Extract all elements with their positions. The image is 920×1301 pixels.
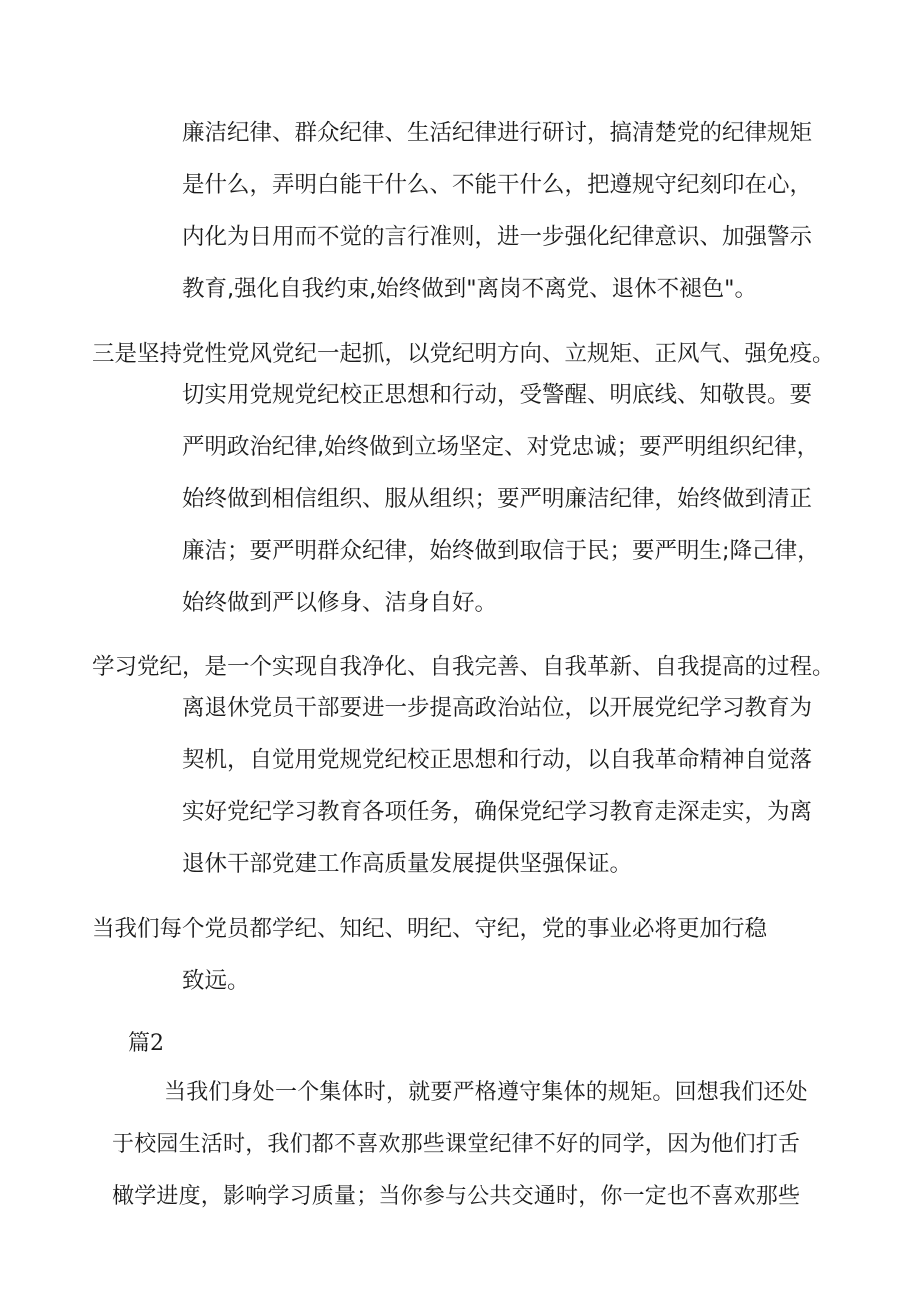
section-heading: 篇2 xyxy=(128,1031,164,1056)
paragraph-first-line: 学习党纪，是一个实现自我净化、自我完善、自我革新、自我提高的过程。 xyxy=(92,654,835,680)
paragraph-first-line: 当我们每个党员都学纪、知纪、明纪、守纪，党的事业必将更加行稳 xyxy=(92,916,768,942)
text-line: 是什么，弄明白能干什么、不能干什么，把遵规守纪刻印在心， xyxy=(182,172,813,198)
text-line: 廉洁；要严明群众纪律，始终做到取信于民；要严明生;降己律， xyxy=(182,538,820,564)
text-line: 始终做到相信组织、服从组织；要严明廉洁纪律，始终做到清正 xyxy=(182,486,813,512)
text-line: 切实用党规党纪校正思想和行动，受警醒、明底线、知敬畏。要 xyxy=(182,382,813,408)
text-line: 契机，自觉用党规党纪校正思想和行动，以自我革命精神自觉落 xyxy=(182,747,813,773)
text-line: 致远。 xyxy=(182,968,250,994)
text-line: 廉洁纪律、群众纪律、生活纪律进行研讨，搞清楚党的纪律规矩 xyxy=(182,120,813,146)
text-line: 橄学进度，影响学习质量；当你参与公共交通时，你一定也不喜欢那些 xyxy=(112,1184,801,1209)
text-line: 于校园生活时，我们都不喜欢那些课堂纪律不好的同学，因为他们打舌 xyxy=(112,1132,801,1157)
text-line: 当我们身处一个集体时，就要严格遵守集体的规矩。回想我们还处 xyxy=(164,1080,808,1105)
text-line: 离退休党员干部要进一步提高政治站位，以开展党纪学习教育为 xyxy=(182,695,813,721)
text-line: 内化为日用而不觉的言行准则，进一步强化纪律意识、加强警示 xyxy=(182,224,813,250)
paragraph-first-line: 三是坚持党性党风党纪一起抓，以党纪明方向、立规矩、正风气、强免疫。 xyxy=(92,341,835,367)
text-line: 实好党纪学习教育各项任务，确保党纪学习教育走深走实，为离 xyxy=(182,799,813,825)
text-line: 始终做到严以修身、洁身自好。 xyxy=(182,590,498,616)
text-line: 教育,强化自我约束,始终做到"离岗不离党、退休不褪色"。 xyxy=(182,276,758,302)
text-line: 严明政治纪律,始终做到立场坚定、对党忠诚；要严明组织纪律， xyxy=(182,434,820,460)
text-line: 退休干部党建工作高质量发展提供坚强保证。 xyxy=(182,851,633,877)
